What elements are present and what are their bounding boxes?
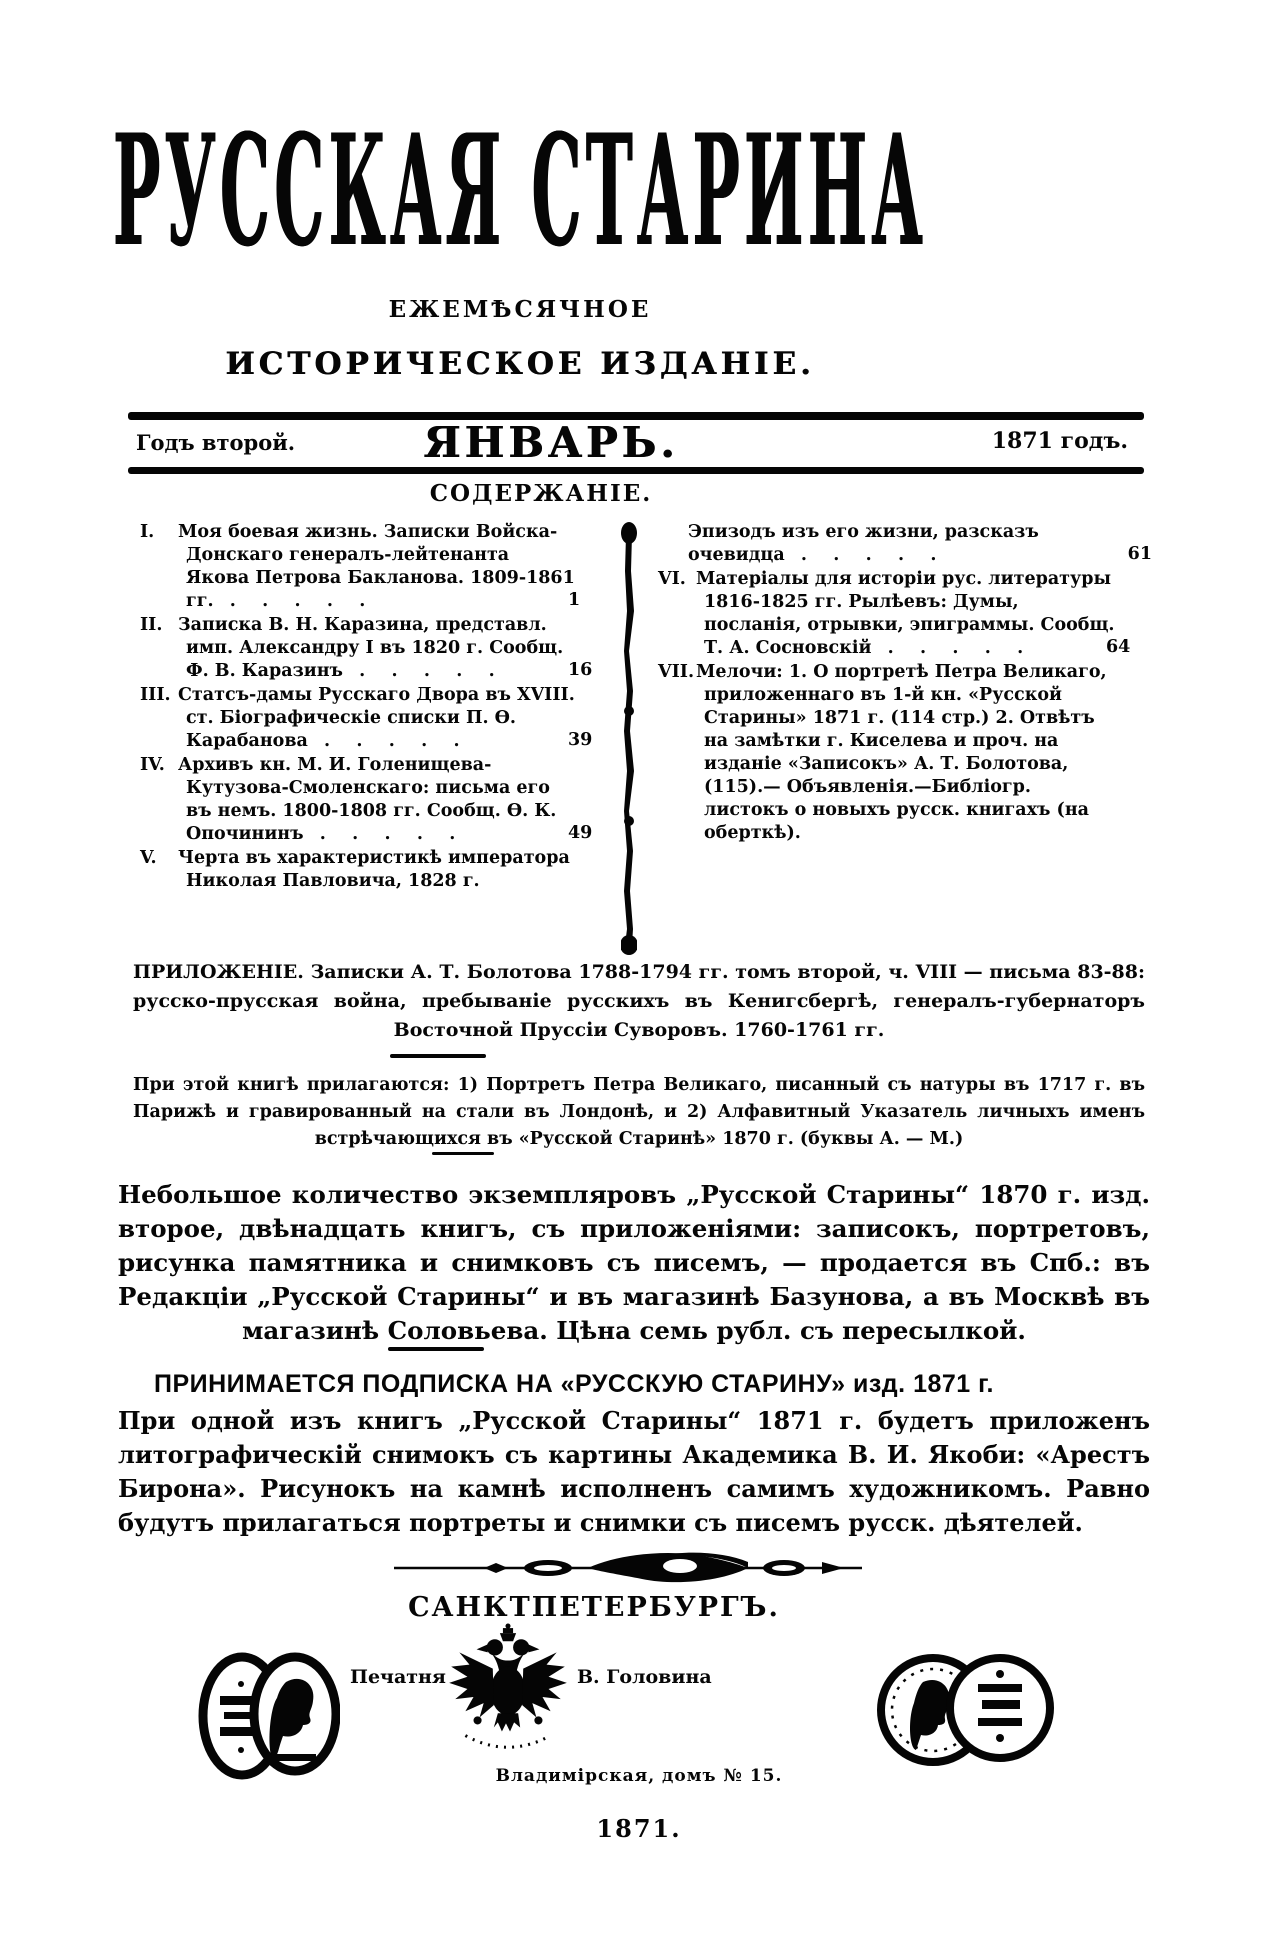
double-headed-eagle-icon xyxy=(446,1622,570,1764)
toc-entry-title: Записка В. Н. Каразина, представл. имп. Александру I въ 1820 г. Сообщ. Ф. В. Каразинъ . . xyxy=(178,615,563,681)
journal-type: ИСТОРИЧЕСКОЕ ИЗДАНІЕ. xyxy=(225,346,815,382)
twin-oval-medals-icon xyxy=(198,1650,340,1782)
annexe-text: Записки А. Т. Болотова 1788-1794 гг. томъ второй, ч. VIII — письма 83-88: русско-прусская война, пребываніе русскихъ въ Кенигсбергѣ, генералъ-губернаторъ Восточной Пруссіи Суворовъ. 1760-1761 гг. xyxy=(133,961,1146,1041)
toc-entry-title: Архивъ кн. М. И. Голенищева-Кутузова-Смоленскаго: письма его въ немъ. 1800-1808 гг. Сообщ. Ѳ. К. Опочининъ . . xyxy=(178,755,556,844)
journal-title: РУССКАЯ СТАРИНА xyxy=(113,101,927,281)
toc-entry-number: II. xyxy=(140,615,163,635)
toc-entry-number: I. xyxy=(140,522,155,542)
toc-entry: VI. Матеріалы для исторіи рус. литературы 1816-1825 гг. Рылѣевъ: Думы, посланія, отрывки, эпиграммы. Сообщ. Т. А. Сосновскій . . 64 xyxy=(658,568,1152,660)
issue-month: ЯНВАРЬ. xyxy=(423,418,679,467)
toc-entry-number: VII. xyxy=(658,662,695,682)
contents-heading: СОДЕРЖАНІЕ. xyxy=(429,480,653,507)
toc-entry: IV. Архивъ кн. М. И. Голенищева-Кутузова-Смоленскаго: письма его въ немъ. 1800-1808 гг. Сообщ. Ѳ. К. Опочининъ . . 49 xyxy=(140,754,614,846)
issue-year-ordinal: Годъ второй. xyxy=(136,430,296,455)
toc-entry-title: Матеріалы для исторіи рус. литературы 1816-1825 гг. Рылѣевъ: Думы, посланія, отрывки, эпиграммы. Сообщ. Т. А. Сосновскій . . xyxy=(696,569,1115,658)
toc-entry-number: III. xyxy=(140,685,171,705)
toc-entry-page: 61 xyxy=(1127,544,1152,564)
toc-entry-number: VI. xyxy=(658,569,686,589)
short-divider-rule xyxy=(432,1152,494,1155)
short-divider-rule xyxy=(390,1054,486,1058)
printer-label: Печатня xyxy=(350,1666,446,1688)
toc-entry xyxy=(658,661,1152,845)
table-of-contents xyxy=(140,521,1152,957)
toc-entry xyxy=(658,521,1152,567)
toc-entry-title: Черта въ характеристикѣ императора Николая Павловича, 1828 г. xyxy=(178,848,570,891)
issue-year: 1871 годъ. xyxy=(991,428,1128,454)
horizontal-rule-mid xyxy=(128,467,1144,474)
twin-coins-icon xyxy=(876,1648,1056,1772)
issue-header xyxy=(132,420,1140,466)
toc-entry-title: Мелочи: 1. О портретѣ Петра Великаго, приложеннаго въ 1-й кн. «Русской Старины» 1871 г. (114 стр.) 2. Отвѣтъ на замѣтки г. Киселева и проч. на изданіе «Записокъ» А. Т. Болотова, (115).— Объявленія.—Библіогр. листокъ о новыхъ русск. книгахъ (на оберткѣ). xyxy=(696,662,1107,843)
scroll-leaf-divider-icon xyxy=(392,1550,864,1586)
subscription-heading: ПРИНИМАЕТСЯ ПОДПИСКА НА «РУССКУЮ СТАРИНУ» изд. 1871 г. xyxy=(153,1370,994,1398)
toc-entry-number: IV. xyxy=(140,755,165,775)
toc-entry xyxy=(140,847,614,893)
masthead xyxy=(113,101,927,281)
subscription-note: При одной изъ книгъ „Русской Старины“ 1871 г. будетъ приложенъ литографическій снимокъ съ картины Академика В. И. Якоби: «Арестъ Бирона». Рисунокъ на камнѣ исполненъ самимъ художникомъ. Равно будутъ прилагаться портреты и снимки съ писемъ русск. дѣятелей. xyxy=(118,1406,1150,1537)
toc-left-column xyxy=(140,521,614,957)
printer-name: В. Головина xyxy=(577,1666,712,1688)
toc-entry-title: Статсъ-дамы Русскаго Двора въ XVIII. ст. Біографическіе списки П. Ѳ. Карабанова . . xyxy=(178,685,575,751)
annexe-note xyxy=(133,958,1145,1045)
short-divider-rule xyxy=(388,1347,484,1351)
annexe-label: ПРИЛОЖЕНІЕ. xyxy=(133,961,304,983)
toc-entry-title: Моя боевая жизнь. Записки Войска-Донскаго генералъ-лейтенанта Якова Петрова Бакланова. 1809-1861 гг. . . xyxy=(178,522,575,611)
toc-entry-number: V. xyxy=(140,848,157,868)
toc-entry: I. Моя боевая жизнь. Записки Войска-Донскаго генералъ-лейтенанта Якова Петрова Бакланова. 1809-1861 гг. . . 1 xyxy=(140,521,614,613)
toc-entry-title: Эпизодъ изъ его жизни, разсказъ очевидца . . xyxy=(688,522,1039,565)
toc-entry: III. Статсъ-дамы Русскаго Двора въ XVIII. ст. Біографическіе списки П. Ѳ. Карабанова . . 39 xyxy=(140,684,614,753)
supplement-note: При этой книгѣ прилагаются: 1) Портретъ Петра Великаго, писанный съ натуры въ 1717 г. въ Парижѣ и гравированный на стали въ Лондонѣ, и 2) Алфавитный Указатель личныхъ именъ встрѣчающихся въ «Русской Старинѣ» 1870 г. (буквы А. — М.) xyxy=(133,1075,1145,1149)
sale-note: Небольшое количество экземпляровъ „Русской Старины“ 1870 г. изд. второе, двѣнадцать книгъ, съ приложеніями: записокъ, портретовъ, рисунка памятника и снимковъ съ писемъ, — продается въ Спб.: въ Редакціи „Русской Старины“ и въ магазинѣ Базунова, а въ Москвѣ въ магазинѣ Соловьева. Цѣна семь рубл. съ пересылкой. xyxy=(118,1180,1150,1345)
toc-column-divider-icon xyxy=(614,521,644,957)
toc-entry: II. Записка В. Н. Каразина, представл. имп. Александру I въ 1820 г. Сообщ. Ф. В. Каразинъ . . 16 xyxy=(140,614,614,683)
journal-frequency: ЕЖЕМѢСЯЧНОЕ xyxy=(388,296,652,323)
toc-right-column xyxy=(658,521,1152,957)
imprint-city: САНКТПЕТЕРБУРГЪ. xyxy=(408,1592,780,1623)
imprint-address: Владимірская, домъ № 15. xyxy=(495,1766,783,1786)
imprint-year: 1871. xyxy=(596,1814,682,1843)
